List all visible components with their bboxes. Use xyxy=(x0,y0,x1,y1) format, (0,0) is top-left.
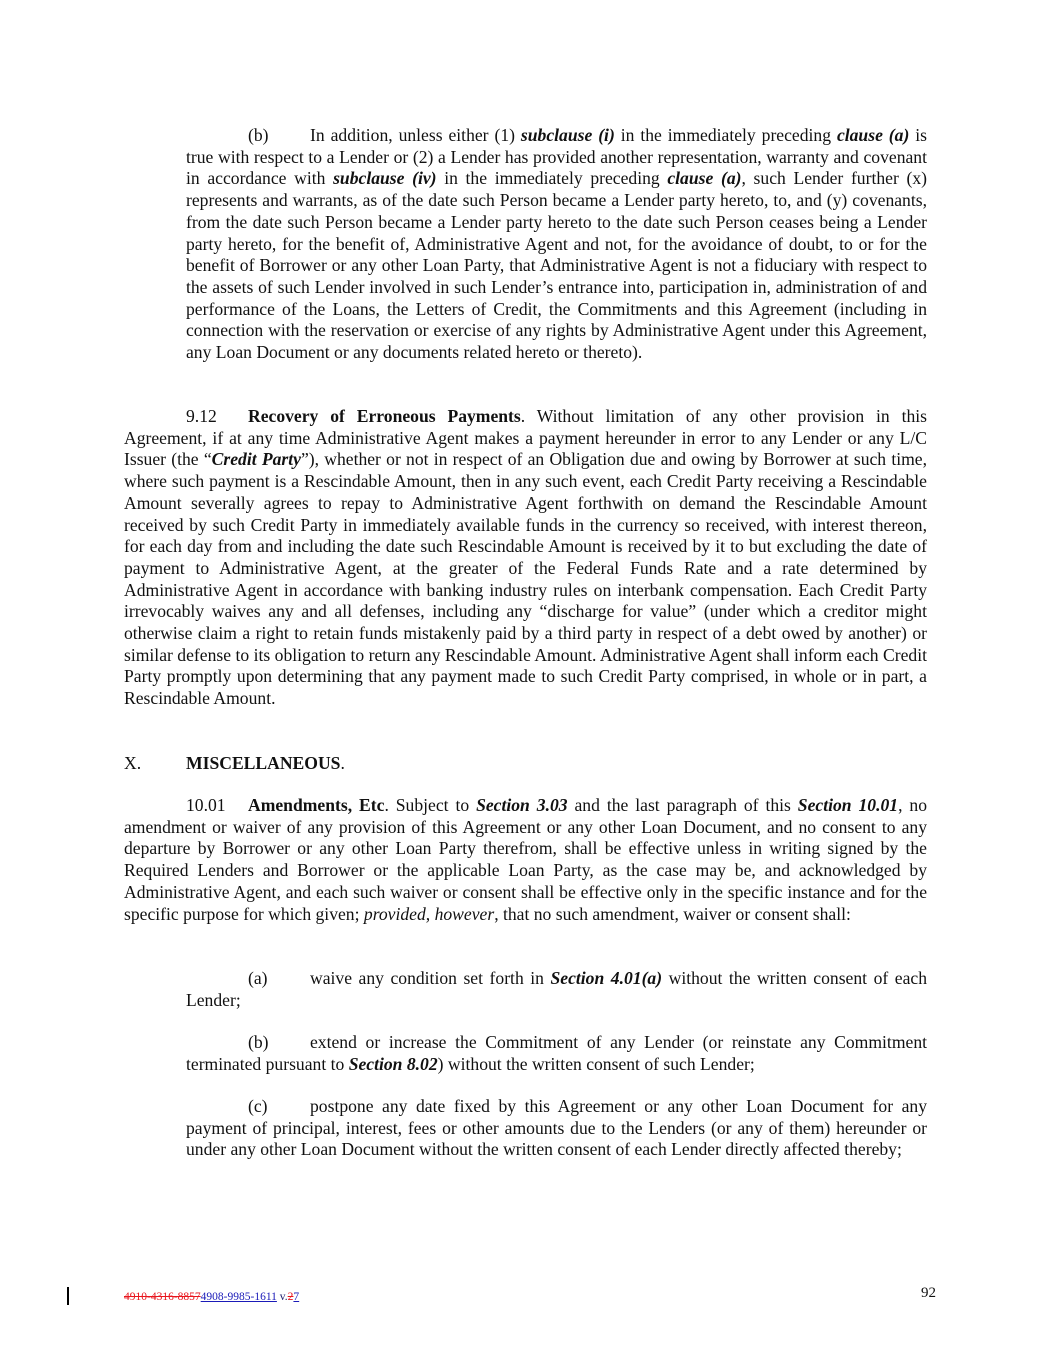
clause-label: (c) xyxy=(248,1096,268,1116)
cross-reference: Section 4.01(a) xyxy=(550,968,663,988)
inserted-doc-id: 4908-9985-1611 xyxy=(200,1291,277,1303)
cross-reference: subclause (iv) xyxy=(333,168,437,189)
proviso: provided, however xyxy=(363,903,495,924)
article-heading: X. MISCELLANEOUS. xyxy=(124,753,345,773)
version-prefix: v. xyxy=(276,1291,288,1303)
cross-reference: clause (a) xyxy=(667,168,742,189)
section-10-01: 10.01 Amendments, Etc. Subject to Section 3.03 and the last paragraph of this Section 10.01, no amendment or waiver of any provision of this Agreement or any other Loan Document, and no consent to any departure by Borrower or any other Loan Party therefrom, shall be effective unless in writing signed by the Required Lenders and Borrower or the applicable Loan Party, as the case may be, and acknowledged by Administrative Agent, and each such waiver or consent shall be effective only in the specific instance and for the specific purpose for which given; provided, however, that no such amendment, waiver or consent shall: xyxy=(124,795,927,924)
deleted-version: 2 xyxy=(287,1291,294,1303)
article-number: X. xyxy=(124,753,142,773)
cross-reference: Section 8.02 xyxy=(348,1053,438,1074)
section-number: 9.12 xyxy=(186,406,217,426)
clause-c: (c) postpone any date fixed by this Agreement or any other Loan Document for any payment of principal, interest, fees or other amounts due to the Lenders (or any of them) hereunder or under any other Loan Document without the written consent of each Lender directly affected thereby; xyxy=(186,1096,927,1160)
article-title: MISCELLANEOUS xyxy=(186,753,341,773)
section-title: Recovery of Erroneous Payments xyxy=(248,406,521,426)
deleted-doc-id: 4910-4316-8857 xyxy=(124,1291,201,1303)
change-bar xyxy=(67,1287,69,1305)
clause-label: (b) xyxy=(248,125,269,145)
cross-reference: clause (a) xyxy=(836,125,910,145)
cross-reference: subclause (i) xyxy=(520,125,615,145)
clause-label: (a) xyxy=(248,968,268,988)
paragraph-9-11-b: (b) In addition, unless either (1) subclause (i) in the immediately preceding clause (a) is true with respect to a Lender or (2) a Lender has provided another representation, warranty and covenant in accordance with subclause (iv) in the immediately preceding clause (a), such Lender further (x) represents and warrants, as of the date such Person became a Lender party hereto, to, and (y) covenants, from the date such Person became a Lender party hereto to the date such Person ceases being a Lender party hereto, for the benefit of, Administrative Agent and not, for the avoidance of doubt, to or for the benefit of Borrower or any other Loan Party, that Administrative Agent is not a fiduciary with respect to the assets of such Lender involved in such Lender’s entrance into, participation in, administration of and performance of the Loans, the Letters of Credit, the Commitments and this Agreement (including in connection with the reservation or exercise of any rights by Administrative Agent under this Agreement, any Loan Document or any documents related hereto or thereto). xyxy=(186,125,927,363)
section-9-12: 9.12 Recovery of Erroneous Payments. Without limitation of any other provision in this Agreement, if at any time Administrative Agent makes a payment hereunder in error to any Lender or any L/C Issuer (the “Credit Party”), whether or not in respect of an Obligation due and owing by Borrower at such time, where such payment is a Rescindable Amount, then in any such event, each Credit Party receiving a Rescindable Amount severally agrees to repay to Administrative Agent forthwith on demand the Rescindable Amount received by such Credit Party in immediately available funds in the currency so received, with interest thereon, for each day from and including the date such Rescindable Amount is received by it to but excluding the date of payment to Administrative Agent, at the greater of the Federal Funds Rate and a rate determined by Administrative Agent in accordance with banking industry rules on interbank compensation. Each Credit Party irrevocably waives any and all defenses, including any “discharge for value” (under which a creditor might otherwise claim a right to retain funds mistakenly paid by a third party in respect of a debt owed by another) or similar defense to its obligation to return any Rescindable Amount. Administrative Agent shall inform each Credit Party promptly upon determining that any payment made to such Credit Party comprised, in whole or in part, a Rescindable Amount. xyxy=(124,406,928,709)
clause-label: (b) xyxy=(248,1032,269,1052)
inserted-version: 7 xyxy=(293,1291,300,1303)
section-title: Amendments, Etc xyxy=(248,795,385,815)
clause-a: (a) waive any condition set forth in Section 4.01(a) without the written consent of each Lender; xyxy=(186,968,927,1010)
defined-term: Credit Party xyxy=(211,449,301,470)
footer-doc-id xyxy=(124,1290,299,1304)
cross-reference: Section 3.03 xyxy=(476,795,568,815)
cross-reference: Section 10.01 xyxy=(797,795,899,815)
clause-b: (b) extend or increase the Commitment of any Lender (or reinstate any Commitment terminated pursuant to Section 8.02) without the written consent of such Lender; xyxy=(186,1032,927,1074)
page-number: 92 xyxy=(921,1285,936,1301)
section-number: 10.01 xyxy=(186,795,226,815)
